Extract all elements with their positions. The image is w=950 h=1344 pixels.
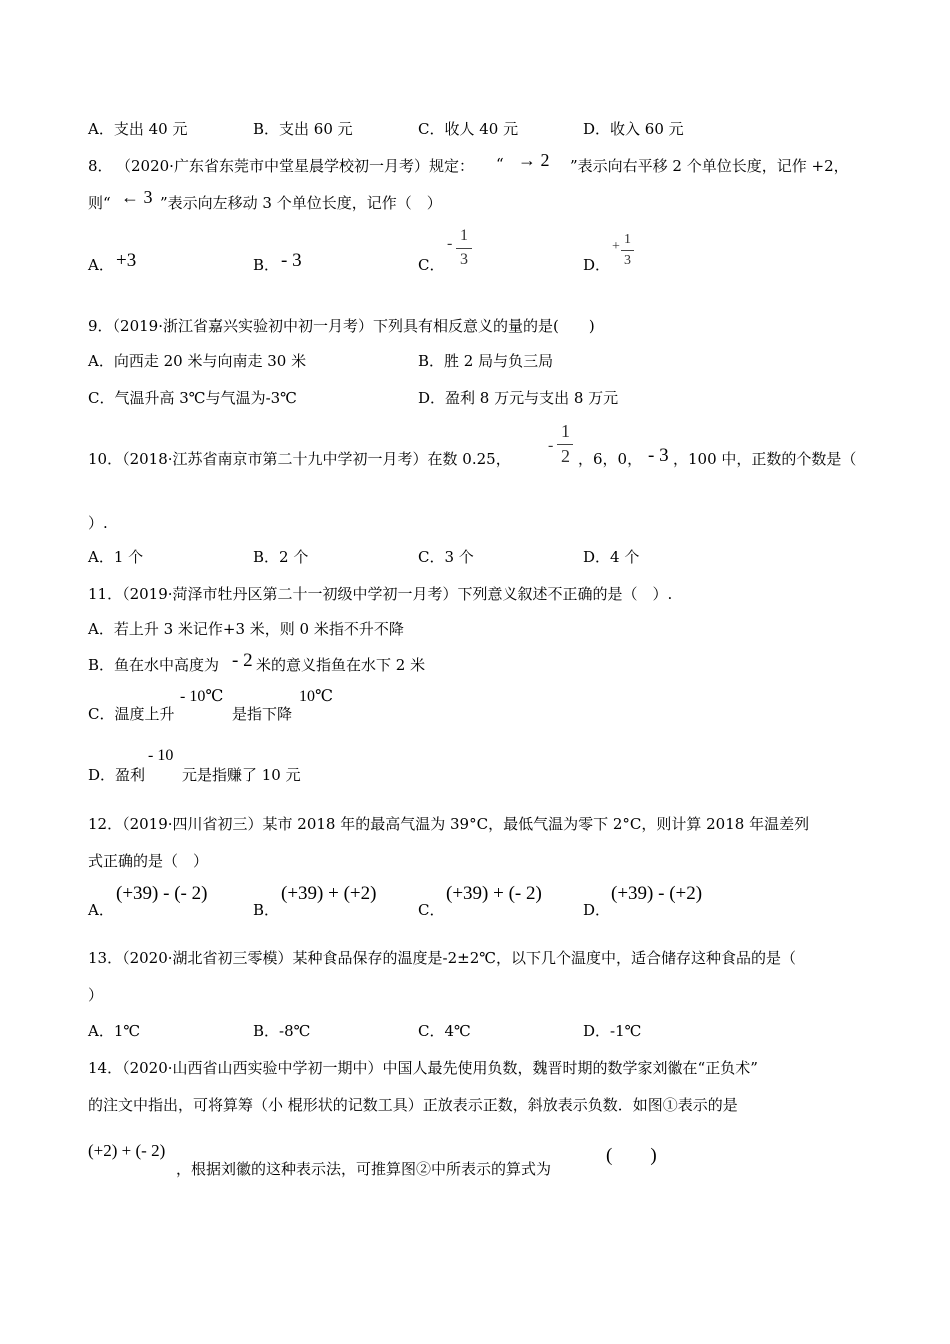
q11-option-d-text2: 元是指赚了 10 元 [182,766,301,784]
q10-fraction-denominator: 2 [561,446,570,466]
q9-stem: 9．（2019·浙江省嘉兴实验初中初一月考）下列具有相反意义的量的是( ) [88,317,595,335]
q11-option-b-text2: 米的意义指鱼在水下 2 米 [256,656,426,674]
q12-option-d-label: D． [583,901,611,919]
q9-option-c: C．气温升高 3℃与气温为-3℃ [88,389,297,407]
q13-option-b: B．-8℃ [253,1022,311,1040]
q10-option-d: D．4 个 [583,548,640,566]
q14-stem-line3: ，根据刘徽的这种表示法，可推算图②中所表示的算式为 [176,1160,552,1178]
q9-option-b: B．胜 2 局与负三局 [418,352,554,370]
q10-option-b: B．2 个 [253,548,309,566]
q12-stem-line2: 式正确的是（ ） [88,852,209,870]
q13-option-d: D．-1℃ [583,1022,642,1040]
q10-fraction-sign: - [548,437,554,454]
q11-option-c-text1: C．温度上升 [88,705,175,723]
q11-option-b-text1: B．鱼在水中高度为 [88,656,220,674]
q8-option-d-label: D． [583,256,611,274]
q8-option-d-denominator: 3 [624,253,631,268]
q12-option-a-expr: (+39) - (- 2) [116,883,208,904]
q11-option-c-text2: 是指下降 [232,705,293,723]
q8-option-b-label: B． [253,256,280,274]
q12-option-c-expr: (+39) + (- 2) [446,883,542,904]
q11-option-c-math2: 10℃ [299,688,333,705]
q7-option-b: B．支出 60 元 [253,120,353,138]
q10-negative-three: - 3 [648,445,669,466]
q11-option-a: A．若上升 3 米记作+3 米，则 0 米指不升不降 [88,620,404,638]
q7-option-d: D．收入 60 元 [583,120,684,138]
q10-fraction-numerator: 1 [561,421,570,441]
q10-stem-part2: ，6，0， [578,450,643,468]
q8-option-a-value: +3 [116,250,137,271]
q11-option-c-math1: - 10℃ [180,688,224,705]
q10-stem-part3: ，100 中，正数的个数是（ [673,450,857,468]
q8-option-c-denominator: 3 [460,251,468,268]
q12-option-b-expr: (+39) + (+2) [281,883,377,904]
q10-option-c: C．3 个 [418,548,474,566]
q13-option-a: A．1℃ [88,1022,141,1040]
q14-expression: (+2) + (- 2) [88,1141,166,1160]
q11-option-d-text1: D．盈利 [88,766,146,784]
q7-option-c: C．收人 40 元 [418,120,519,138]
q8-option-c-numerator: 1 [460,227,468,244]
q11-option-b-math: - 2 [232,650,253,671]
q8-text-4: ”表示向左移动 3 个单位长度，记作（ ） [160,194,442,212]
q8-option-b-value: - 3 [281,250,302,271]
q8-text-2: ”表示向右平移 2 个单位长度，记作 +2， [570,157,849,175]
q11-stem: 11．（2019·菏泽市牡丹区第二十一初级中学初一月考）下列意义叙述不正确的是（ ）. [88,585,673,603]
q14-answer-parens: ( ) [606,1145,657,1166]
q8-text-3: 则“ [88,194,111,212]
q12-option-d-expr: (+39) - (+2) [611,883,703,904]
q8-option-d-numerator: 1 [624,232,631,247]
q13-stem-line2: ） [88,986,104,1004]
q10-stem-line2: ）. [88,514,108,532]
q10-stem-part1: 10．（2018·江苏省南京市第二十九中学初一月考）在数 0.25， [88,450,511,468]
q8-source: （2020·广东省东莞市中堂星晨学校初一月考）规定： [116,157,474,175]
q11-option-d-math: - 10 [148,747,174,764]
q8-number: 8． [88,157,113,175]
q8-left-arrow-expr: ← 3 [121,187,153,207]
q12-option-b-label: B． [253,901,280,919]
q7-option-a: A．支出 40 元 [88,120,188,138]
q12-option-c-label: C． [418,901,445,919]
q8-right-arrow-expr: → 2 [518,150,550,170]
q13-stem-line1: 13．（2020·湖北省初三零模）某种食品保存的温度是-2±2℃，以下几个温度中，适合储存这种食品的是（ [88,949,797,967]
q13-option-c: C．4℃ [418,1022,471,1040]
q14-stem-line2: 的注文中指出，可将算筹（小 棍形状的记数工具）正放表示正数，斜放表示负数．如图①表示的是 [88,1096,738,1114]
q9-option-d: D．盈利 8 万元与支出 8 万元 [418,389,619,407]
q12-stem-line1: 12．（2019·四川省初三）某市 2018 年的最高气温为 39°C，最低气温为零下 2°C，则计算 2018 年温差列 [88,815,810,833]
q8-quote-open: “ [496,155,504,173]
q8-option-a-label: A． [88,256,114,274]
q10-option-a: A．1 个 [88,548,144,566]
q8-option-c-sign: - [447,235,453,252]
q8-option-c-label: C． [418,256,445,274]
q8-option-d-sign: + [612,239,620,254]
q9-option-a: A．向西走 20 米与向南走 30 米 [88,352,307,370]
q14-stem-line1: 14．（2020·山西省山西实验中学初一期中）中国人最先使用负数，魏晋时期的数学家刘徽在“正负术” [88,1059,758,1077]
q12-option-a-label: A． [88,901,114,919]
